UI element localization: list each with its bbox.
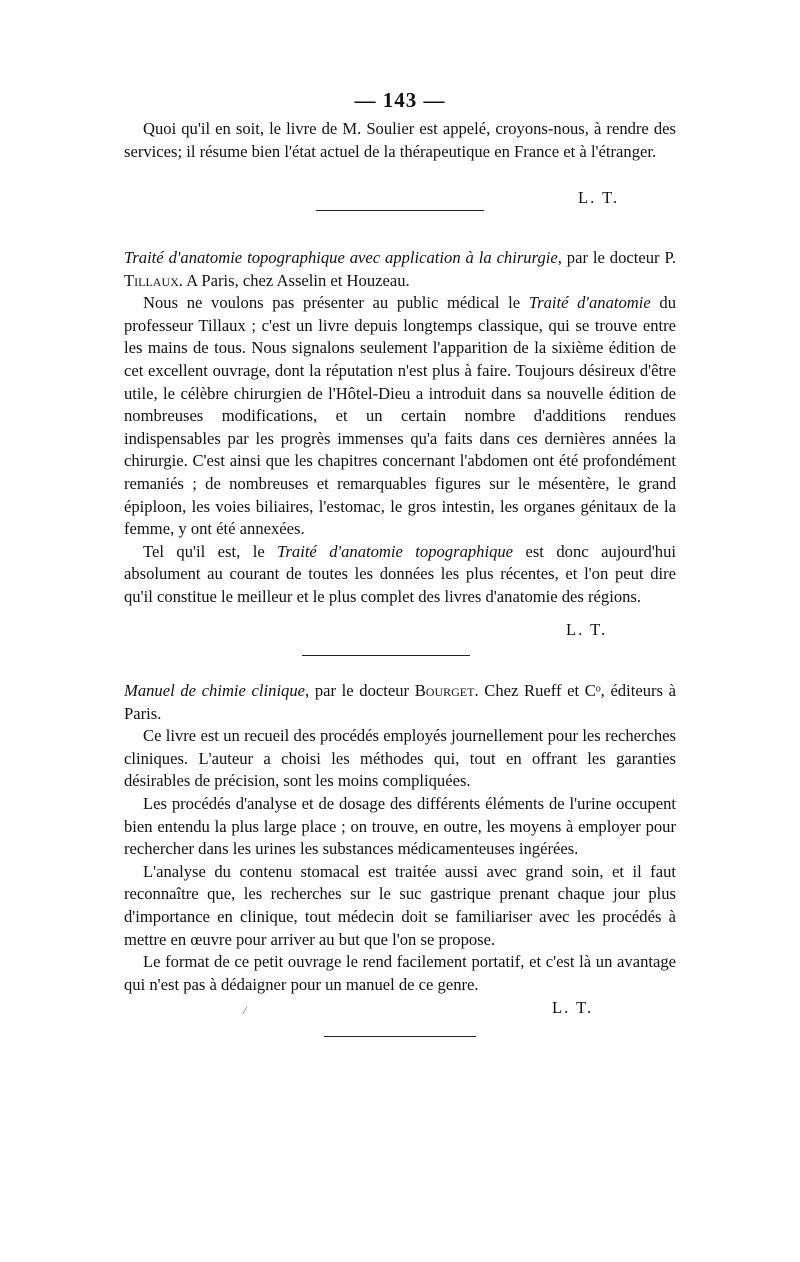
review-heading: Traité d'anatomie topographique avec application à la chirurgie, par le docteur P. Tillaux. A Paris, chez Asselin et Houzeau. bbox=[124, 248, 676, 290]
review-bourget bbox=[124, 680, 676, 996]
review-signature: L. T. bbox=[566, 620, 608, 639]
intro-section bbox=[124, 118, 676, 163]
book-title: Traité d'anatomie topographique avec application à la chirurgie bbox=[124, 248, 558, 267]
intro-signature: L. T. bbox=[578, 188, 620, 207]
review-heading: Manuel de chimie clinique, par le docteur Bourget. Chez Rueff et Cᵒ, éditeurs à Paris. bbox=[124, 681, 676, 723]
review-signature: L. T. bbox=[552, 998, 594, 1017]
book-author: Bourget bbox=[414, 681, 475, 700]
section-divider bbox=[324, 1036, 476, 1037]
section-divider bbox=[302, 655, 470, 656]
stray-mark: / bbox=[243, 1003, 247, 1017]
book-title: Manuel de chimie clinique bbox=[124, 681, 306, 700]
book-author: Tillaux bbox=[124, 270, 179, 290]
page-number: — 143 — bbox=[354, 88, 446, 112]
section-divider bbox=[316, 210, 484, 211]
review-paragraph: Nous ne voulons pas présenter au public médical le Traité d'anatomie du professeur Tillaux ; c'est un livre depuis longtemps classique, qui se trouve entre les mains de tous. Nous signalons seulement l'apparition de la sixième édition de cet excellent ouvrage, dont la réputation n'est plus à faire. Toujours désireux d'être utile, le célèbre chirurgien de l'Hôtel-Dieu a introduit dans sa nouvelle édition de nombreuses modifications, et un certain nombre d'additions rendues indispensables par les progrès immenses qu'a faits dans ces dernières années la chirurgie. C'est ainsi que les chapitres concernant l'abdomen ont été profondément remaniés ; de nombreuses et remarquables figures sur le mésentère, le grand épiploon, les voies biliaires, l'estomac, le gros intestin, les organes génitaux de la femme, y ont été annexées. bbox=[124, 293, 676, 539]
review-paragraph: Ce livre est un recueil des procédés employés journellement pour les recherches cliniques. L'auteur a choisi les méthodes qui, tout en offrant les garanties désirables de précision, sont les moins compliquées. bbox=[124, 726, 676, 791]
intro-paragraph: Quoi qu'il en soit, le livre de M. Soulier est appelé, croyons-nous, à rendre des services; il résume bien l'état actuel de la thérapeutique en France et à l'étranger. bbox=[124, 119, 676, 161]
review-paragraph: L'analyse du contenu stomacal est traitée aussi avec grand soin, et il faut reconnaître que, les recherches sur le suc gastrique prenant chaque jour plus d'importance en clinique, tout médecin doit se familiariser avec les procédés à mettre en œuvre pour arriver au but que l'on se propose. bbox=[124, 861, 676, 949]
review-paragraph: Le format de ce petit ouvrage le rend facilement portatif, et c'est là un avantage qui n'est pas à dédaigner pour un manuel de ce genre. bbox=[124, 952, 676, 994]
review-paragraph: Tel qu'il est, le Traité d'anatomie topographique est donc aujourd'hui absolument au courant de toutes les données les plus récentes, et l'on peut dire qu'il constitue le meilleur et le plus complet des livres d'anatomie des régions. bbox=[124, 541, 676, 606]
review-paragraph: Les procédés d'analyse et de dosage des différents éléments de l'urine occupent bien entendu la plus large place ; on trouve, en outre, les moyens à employer pour rechercher dans les urines les substances médicamenteuses ingérées. bbox=[124, 793, 676, 859]
review-tillaux bbox=[124, 247, 676, 609]
